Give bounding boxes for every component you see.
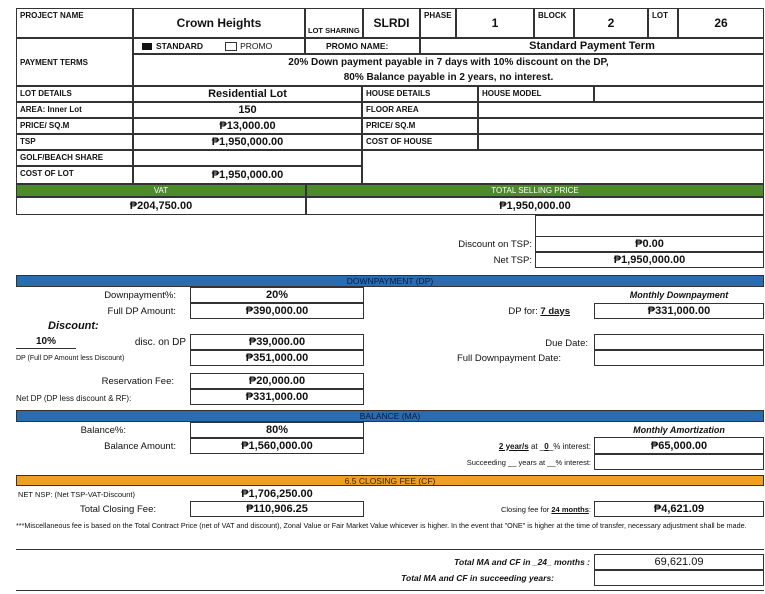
balance-amount-label: Balance Amount: <box>104 440 176 452</box>
net-tsp-value: ₱1,950,000.00 <box>535 252 764 268</box>
net-nsp-label: NET NSP: (Net TSP-VAT-Discount) <box>18 489 135 499</box>
house-price-sqm-value <box>478 118 764 134</box>
total-ma-cf-succeeding-label <box>360 571 554 585</box>
project-name: Crown Heights <box>133 8 305 38</box>
dp-less-discount-label: DP (Full DP Amount less Discount) <box>16 354 125 362</box>
disc-amount: ₱39,000.00 <box>190 334 364 350</box>
balance-rate: 0 <box>544 441 549 451</box>
full-dp-date-field[interactable] <box>594 350 764 366</box>
dp-percent-value: 20% <box>190 287 364 303</box>
discount-tsp-label: Discount on TSP: <box>458 238 532 250</box>
lot-sharing-value: SLRDI <box>363 8 420 38</box>
monthly-amort-label <box>594 423 764 437</box>
cost-of-lot-value: ₱1,950,000.00 <box>133 166 362 184</box>
lot-value: 26 <box>678 8 764 38</box>
closing-fee-monthly: ₱4,621.09 <box>594 501 764 517</box>
house-model-value <box>594 86 764 102</box>
balance-header: BALANCE (MA) <box>16 410 764 422</box>
full-dp-date-label: Full Downpayment Date: <box>456 352 561 364</box>
dp-for-group <box>440 304 570 318</box>
closing-fee-for-value: 24 months <box>551 504 589 514</box>
house-model-label: HOUSE MODEL <box>478 86 594 102</box>
total-ma-cf-label-text: Total MA and CF in _24_ months : <box>454 557 590 567</box>
monthly-dp-label-text: Monthly Downpayment <box>629 290 729 300</box>
dp-for-value: 7 days <box>540 305 570 317</box>
reservation-fee-label: Reservation Fee: <box>101 375 174 387</box>
discount-heading <box>48 319 148 333</box>
terms-line-1: 20% Down payment payable in 7 days with 10% discount on the DP, <box>133 54 764 70</box>
tsp-label: TSP <box>16 134 133 150</box>
misc-fee-note: ***Miscellaneous fee is based on the Total Contract Price (net of VAT and discount), Zonal Value or Fair Market Value whicever is higher. In the event that "ONE" is higher at the time of transfer, necessary adjustment shall be made. <box>16 521 747 530</box>
price-sqm-value: ₱13,000.00 <box>133 118 362 134</box>
succeeding-label: Succeeding __ years at __% interest: <box>466 457 591 467</box>
total-ma-cf-succeeding-text: Total MA and CF in succeeding years: <box>401 573 554 583</box>
tsp-value: ₱1,950,000.00 <box>133 134 362 150</box>
balance-years-group: 2 year/s at _ 0 _ % interest: <box>498 441 591 451</box>
net-tsp-label: Net TSP: <box>493 254 532 266</box>
tsp-summary-value: ₱1,950,000.00 <box>306 197 764 215</box>
golf-share-label: GOLF/BEACH SHARE <box>16 150 133 166</box>
net-nsp-value: ₱1,706,250.00 <box>241 487 313 500</box>
lot-label: LOT <box>648 8 678 38</box>
vat-header: VAT <box>16 184 306 197</box>
balance-percent-label: Balance%: <box>80 425 126 436</box>
area-label: AREA: Inner Lot <box>16 102 133 118</box>
total-ma-cf-label <box>360 555 590 569</box>
discount-spacer <box>535 215 764 236</box>
house-blank-area <box>362 150 764 184</box>
monthly-amort-label-text: Monthly Amortization <box>633 425 725 435</box>
reservation-fee-value: ₱20,000.00 <box>190 373 364 389</box>
dp-for-label: DP for: <box>508 305 538 317</box>
golf-share-value <box>133 150 362 166</box>
balance-interest: % interest: <box>553 441 591 451</box>
net-dp-value: ₱331,000.00 <box>190 389 364 405</box>
discount-tsp-value: ₱0.00 <box>535 236 764 252</box>
terms-line-2: 80% Balance payable in 2 years, no interest. <box>133 70 764 86</box>
house-details-label: HOUSE DETAILS <box>362 86 478 102</box>
closing-fee-header: 6.5 CLOSING FEE (CF) <box>16 475 764 486</box>
promo-option-label: PROMO <box>240 41 273 51</box>
disc-percent: 10% <box>16 335 76 349</box>
due-date-field[interactable] <box>594 334 764 350</box>
bottom-divider <box>16 590 764 591</box>
net-dp-label: Net DP (DP less discount & RF): <box>16 393 132 403</box>
cost-of-lot-label: COST OF LOT <box>16 166 133 184</box>
term-type-options <box>133 38 305 54</box>
dp-percent-label: Downpayment%: <box>104 290 176 301</box>
dp-less-discount-value: ₱351,000.00 <box>190 350 364 366</box>
phase-value: 1 <box>456 8 534 38</box>
payment-terms-label: PAYMENT TERMS <box>16 38 133 86</box>
standard-checkbox[interactable] <box>142 43 152 50</box>
floor-area-label: FLOOR AREA <box>362 102 478 118</box>
cost-of-house-value <box>478 134 764 150</box>
area-value: 150 <box>133 102 362 118</box>
lot-sharing-label: LOT SHARING <box>305 8 363 38</box>
downpayment-header: DOWNPAYMENT (DP) <box>16 275 764 287</box>
standard-option-label: STANDARD <box>156 41 204 51</box>
floor-area-value <box>478 102 764 118</box>
monthly-amort-value: ₱65,000.00 <box>594 437 764 454</box>
succeeding-field[interactable] <box>594 454 764 470</box>
total-closing-fee-label: Total Closing Fee: <box>79 503 156 515</box>
balance-percent-value: 80% <box>190 422 364 438</box>
full-dp-value: ₱390,000.00 <box>190 303 364 319</box>
monthly-dp-value: ₱331,000.00 <box>594 303 764 319</box>
total-ma-cf-value: 69,621.09 <box>594 554 764 570</box>
project-name-label: PROJECT NAME <box>16 8 133 38</box>
total-ma-cf-succeeding-field[interactable] <box>594 570 764 586</box>
block-value: 2 <box>574 8 648 38</box>
full-dp-label: Full DP Amount: <box>107 305 176 317</box>
note-divider <box>16 549 764 550</box>
promo-checkbox[interactable] <box>225 42 237 51</box>
closing-fee-for-colon: : <box>588 504 591 514</box>
balance-at: at <box>530 441 538 451</box>
house-price-sqm-label: PRICE/ SQ.M <box>362 118 478 134</box>
lot-details-label: LOT DETAILS <box>16 86 133 102</box>
price-sqm-label: PRICE/ SQ.M <box>16 118 133 134</box>
balance-amount-value: ₱1,560,000.00 <box>190 438 364 454</box>
due-date-label: Due Date: <box>545 337 588 349</box>
cost-of-house-label: COST OF HOUSE <box>362 134 478 150</box>
closing-fee-for-label: Closing fee for <box>500 504 550 514</box>
monthly-dp-label <box>594 288 764 302</box>
block-label: BLOCK <box>534 8 574 38</box>
balance-years: 2 year/s <box>498 441 529 451</box>
discount-heading-text: Discount: <box>48 320 99 332</box>
phase-label: PHASE <box>420 8 456 38</box>
lot-details-value: Residential Lot <box>133 86 362 102</box>
promo-name-label: PROMO NAME: <box>305 38 420 54</box>
disc-on-dp-label: disc. on DP <box>134 336 186 348</box>
vat-value: ₱204,750.00 <box>16 197 306 215</box>
promo-name: Standard Payment Term <box>420 38 764 54</box>
closing-fee-for-group <box>440 502 591 516</box>
tsp-header: TOTAL SELLING PRICE <box>306 184 764 197</box>
total-closing-fee-value: ₱110,906.25 <box>190 501 364 517</box>
